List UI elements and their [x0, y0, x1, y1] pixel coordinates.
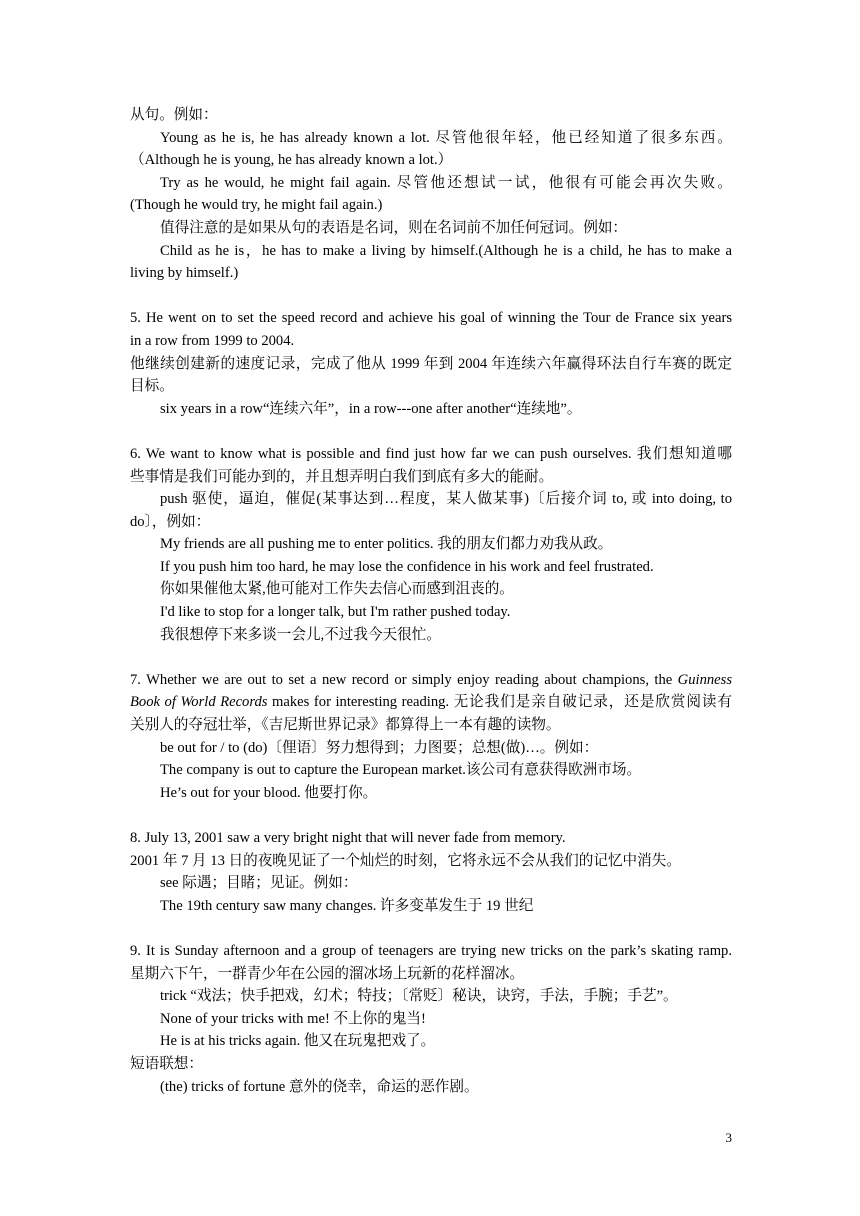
text-line: 值得注意的是如果从句的表语是名词，则在名词前不加任何冠词。例如：: [160, 219, 628, 236]
text-line: 目标。: [130, 378, 174, 395]
text-line: push 驱使，逼迫，催促(某事达到…程度，某人做某事)〔后接介词 to, 或 into doing, to: [160, 491, 732, 508]
text-line: see 际遇；目睹；见证。例如：: [160, 875, 358, 892]
text-line: 9. It is Sunday afternoon and a group of teenagers are trying new tricks on the park’s skating ramp.: [130, 942, 732, 959]
text-line: be out for / to (do)〔俚语〕努力想得到；力图要；总想(做)…。例如：: [160, 739, 599, 756]
text-line: 你如果催他太紧,他可能对工作失去信心而感到沮丧的。: [160, 581, 514, 598]
text-line: six years in a row“连续六年”，in a row---one after another“连续地”。: [160, 400, 582, 417]
text-line: (the) tricks of fortune 意外的侥幸，命运的恶作剧。: [160, 1078, 479, 1095]
text-line: 从句。例如：: [130, 107, 218, 123]
text-line: （Although he is young, he has already known a lot.）: [130, 152, 453, 169]
text-line: do〕，例如：: [130, 513, 211, 530]
text-line: He is at his tricks again. 他又在玩鬼把戏了。: [160, 1033, 436, 1050]
text-line: Young as he is, he has already known a lot. 尽管他很年轻，他已经知道了很多东西。: [160, 129, 732, 146]
text-line: 星期六下午，一群青少年在公园的溜冰场上玩新的花样溜冰。: [130, 965, 525, 982]
text-line: None of your tricks with me! 不上你的鬼当!: [160, 1010, 426, 1027]
paragraph-gap: [130, 917, 732, 940]
text-line: 些事情是我们可能办到的，并且想弄明白我们到底有多大的能耐。: [130, 468, 554, 485]
text-line: [130, 669, 732, 692]
text-line: 2001 年 7 月 13 日的夜晚见证了一个灿烂的时刻，它将永远不会从我们的记忆中消失。: [130, 852, 681, 869]
text-line: 他继续创建新的速度记录，完成了他从 1999 年到 2004 年连续六年赢得环法自行车赛的既定: [130, 355, 732, 372]
text-line: [130, 691, 732, 714]
paragraph-gap: [130, 646, 732, 669]
text-line: 8. July 13, 2001 saw a very bright night that will never fade from memory.: [130, 830, 566, 846]
text-line: 短语联想：: [130, 1055, 203, 1072]
page-number: 3: [725, 1130, 732, 1145]
paragraph-gap: [130, 285, 732, 308]
text-line: in a row from 1999 to 2004.: [130, 332, 295, 349]
paragraph-gap: [130, 804, 732, 827]
book-title-italic: Guinness: [677, 671, 732, 688]
text-line: 6. We want to know what is possible and find just how far we can push ourselves. 我们想知道哪: [130, 445, 732, 462]
paragraph-gap: [130, 420, 732, 443]
document-body: [130, 104, 732, 1098]
text-line: living by himself.): [130, 265, 239, 282]
text-line: 关别人的夺冠壮举，《吉尼斯世界记录》都算得上一本有趣的读物。: [130, 717, 561, 734]
text-line: Child as he is，he has to make a living by himself.(Although he is a child, he has to make a: [160, 242, 732, 259]
text-segment: makes for interesting reading. 无论我们是亲自破记录，还是欣赏阅读有: [267, 694, 732, 711]
text-line: Try as he would, he might fail again. 尽管他还想试一试，他很有可能会再次失败。: [160, 174, 732, 191]
text-line: trick “戏法；快手把戏，幻术；特技；〔常贬〕秘诀，诀窍，手法，手腕；手艺”。: [160, 988, 678, 1005]
text-line: He’s out for your blood. 他要打你。: [160, 784, 378, 801]
book-title-italic: Book of World Records: [130, 694, 268, 711]
text-line: (Though he would try, he might fail again.): [130, 197, 383, 214]
text-line: The company is out to capture the European market.该公司有意获得欧洲市场。: [160, 762, 642, 779]
text-line: My friends are all pushing me to enter politics. 我的朋友们都力劝我从政。: [160, 536, 613, 553]
text-line: I'd like to stop for a longer talk, but I'm rather pushed today.: [160, 604, 511, 621]
text-line: 我很想停下来多谈一会儿,不过我今天很忙。: [160, 626, 441, 643]
text-line: If you push him too hard, he may lose the confidence in his work and feel frustrated.: [160, 558, 654, 575]
text-segment: 7. Whether we are out to set a new record or simply enjoy reading about champions, the: [130, 671, 678, 688]
text-line: The 19th century saw many changes. 许多变革发生于 19 世纪: [160, 897, 534, 914]
text-line: 5. He went on to set the speed record and achieve his goal of winning the Tour de France six years: [130, 310, 732, 327]
